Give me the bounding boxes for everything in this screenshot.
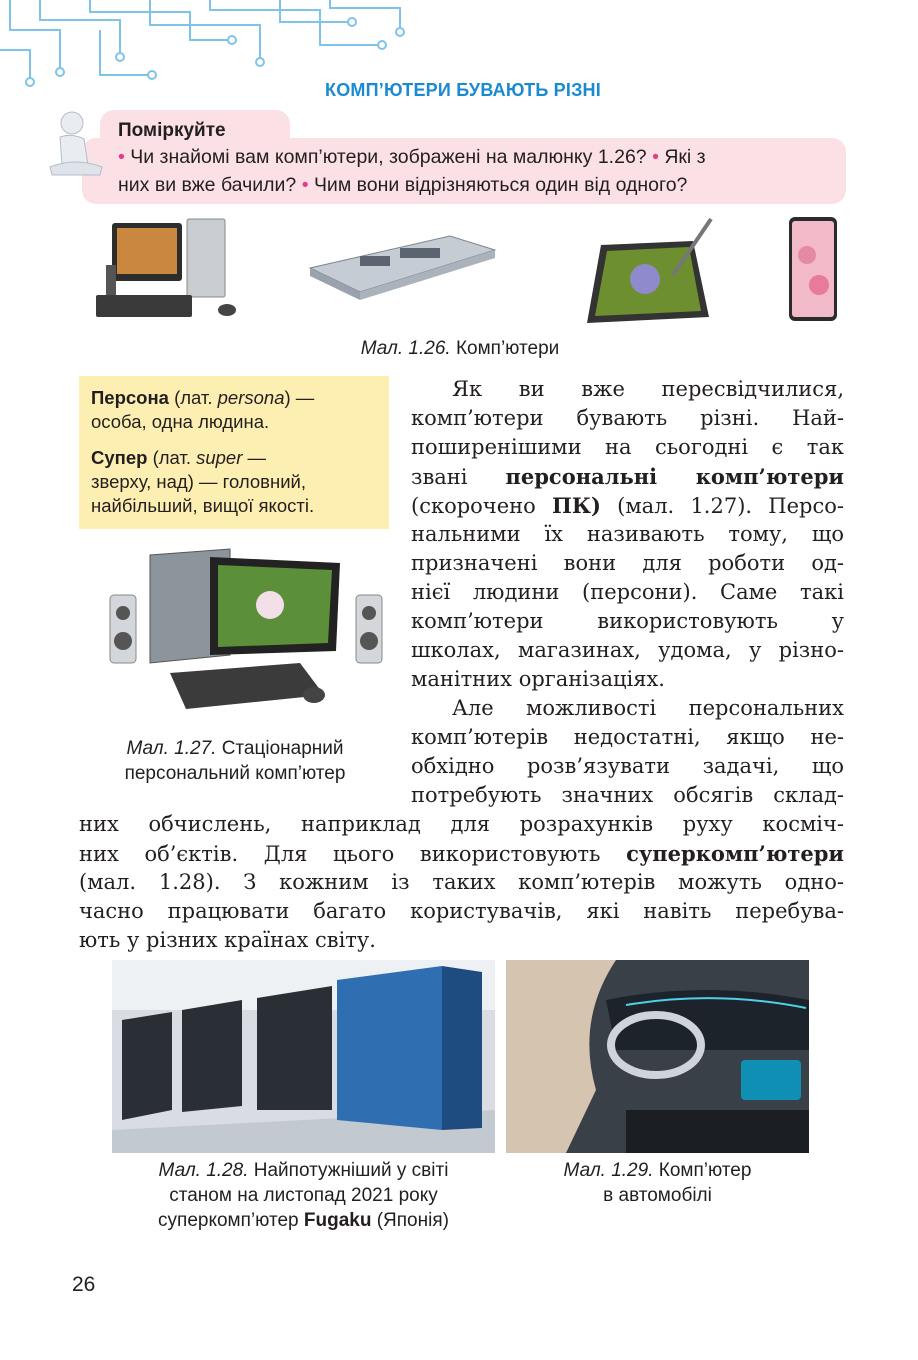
caption-text: персональний комп’ютер bbox=[124, 763, 346, 784]
car-computer-image bbox=[506, 960, 809, 1153]
text-line: обхідно розв’язувати задачі, що bbox=[411, 754, 844, 778]
caption-label: Мал. 1.29. bbox=[563, 1160, 654, 1181]
text-line bbox=[411, 491, 844, 521]
question-2b: них ви вже бачили? bbox=[118, 174, 297, 196]
definition-part: зверху, над) — головний, bbox=[91, 471, 307, 492]
term-supercomputers: суперкомп’ютери bbox=[626, 841, 844, 866]
caption-text: в автомобілі bbox=[603, 1185, 712, 1206]
caption-text: суперкомп’ютер bbox=[158, 1210, 299, 1231]
caption-text: станом на листопад 2021 року bbox=[169, 1185, 438, 1206]
text-run: (скорочено bbox=[411, 494, 536, 518]
caption-text: Комп’ютер bbox=[658, 1160, 752, 1181]
caption-text: (Японія) bbox=[376, 1210, 449, 1231]
page-number: 26 bbox=[72, 1273, 96, 1296]
text-line: ють у різних країнах світу. bbox=[79, 928, 376, 952]
latin-label: (лат. bbox=[152, 447, 191, 468]
definition-part: особа, одна людина. bbox=[91, 411, 270, 432]
caption-text: Комп’ютери bbox=[455, 338, 560, 359]
caption-fugaku: Fugaku bbox=[303, 1210, 372, 1231]
text-line: Але можливості персональних bbox=[452, 696, 844, 720]
text-line: манітних організаціях. bbox=[411, 667, 665, 691]
text-line bbox=[411, 462, 844, 492]
bullet: • bbox=[652, 146, 659, 168]
text-run: звані bbox=[411, 465, 468, 489]
text-line: нальними їх називають тому, що bbox=[411, 522, 844, 546]
term-persona: Персона bbox=[91, 387, 169, 408]
definition-part: ) — bbox=[284, 387, 315, 408]
think-label: Поміркуйте bbox=[118, 120, 226, 141]
text-line bbox=[79, 839, 844, 869]
text-run: (мал. 1.27). Персо- bbox=[617, 494, 844, 518]
text-line: комп’ютери використовують у bbox=[411, 609, 844, 633]
text-line: комп’ютерів недостатні, якщо не- bbox=[411, 725, 844, 749]
text-line: призначені вони для роботи од- bbox=[411, 551, 844, 575]
caption-label: Мал. 1.26. bbox=[360, 338, 451, 359]
question-1: Чи знайомі вам комп’ютери, зображені на малюнку 1.26? bbox=[130, 146, 647, 168]
text-line: них обчислень, наприклад для розрахунків руху косміч- bbox=[79, 812, 844, 836]
latin-word: super bbox=[196, 447, 243, 468]
text-run: них об’єктів. Для цього використовують bbox=[79, 842, 601, 866]
term-super: Супер bbox=[91, 447, 148, 468]
figure-1-28-caption bbox=[112, 1158, 495, 1233]
latin-word: persona bbox=[217, 387, 285, 408]
caption-text: Стаціонарний bbox=[221, 738, 344, 759]
bullet: • bbox=[118, 146, 125, 168]
caption-text: Найпотужніший у світі bbox=[253, 1160, 449, 1181]
bullet: • bbox=[301, 174, 309, 196]
section-title: КОМП’ЮТЕРИ БУВАЮТЬ РІЗНІ bbox=[325, 80, 601, 100]
text-line: нієї людини (персони). Саме такі bbox=[411, 580, 844, 604]
text-line: (мал. 1.28). З кожним із таких комп’ютерів можуть одно- bbox=[79, 870, 844, 894]
text-line: школах, магазинах, удома, у різно- bbox=[411, 638, 844, 662]
question-3: Чим вони відрізняються один від одного? bbox=[313, 174, 688, 196]
caption-label: Мал. 1.27. bbox=[126, 738, 217, 759]
definition-part: найбільший, вищої якості. bbox=[91, 495, 315, 516]
text-line: часно працювати багато користувачів, які навіть перебува- bbox=[79, 899, 844, 923]
term-pc: ПК) bbox=[552, 493, 601, 518]
definition-part: — bbox=[247, 447, 267, 468]
question-2a: Які з bbox=[664, 146, 706, 168]
text-line: потребують значних обсягів склад- bbox=[411, 783, 844, 807]
caption-label: Мал. 1.28. bbox=[158, 1160, 249, 1181]
latin-label: (лат. bbox=[174, 387, 213, 408]
text-line: поширенішими на сьогодні є так bbox=[411, 435, 844, 459]
text-line: Як ви вже пересвідчилися, bbox=[452, 377, 844, 401]
term-personal-computers: персональні комп’ютери bbox=[505, 464, 844, 489]
figure-1-29-caption bbox=[506, 1158, 809, 1208]
supercomputer-fugaku-image bbox=[112, 960, 495, 1153]
text-line: комп’ютери бувають різні. Най- bbox=[411, 406, 844, 430]
